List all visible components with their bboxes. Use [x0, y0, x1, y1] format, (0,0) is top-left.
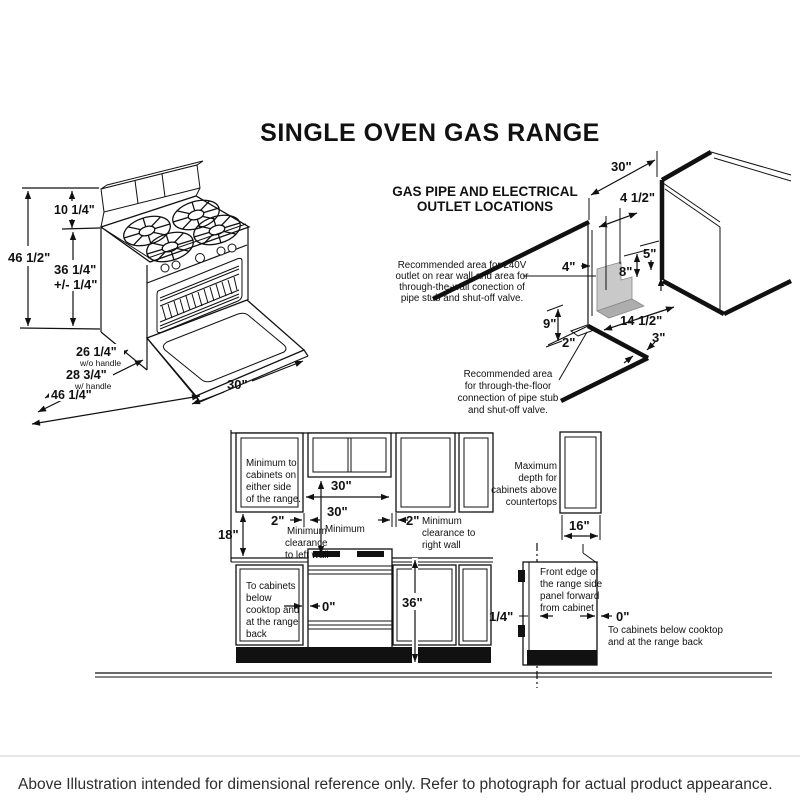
- svg-text:pipe stub and shut-off valve.: pipe stub and shut-off valve.: [400, 293, 524, 304]
- svg-text:for through-the-floor: for through-the-floor: [464, 381, 552, 392]
- svg-text:Recommended area: Recommended area: [463, 369, 553, 380]
- dim-zero-below: 0": [322, 599, 336, 614]
- svg-text:below: below: [246, 593, 272, 604]
- dim-opening-30: 30": [331, 478, 352, 493]
- dim-4: 4": [562, 259, 576, 274]
- left-wall-note: [285, 526, 329, 561]
- svg-text:connection of pipe stub: connection of pipe stub: [457, 393, 559, 404]
- dim-depth-handle-label: w/ handle: [75, 381, 112, 391]
- dim-4-half: 4 1/2": [620, 190, 656, 205]
- svg-text:Minimum: Minimum: [422, 516, 462, 527]
- svg-text:Front edge of: Front edge of: [540, 567, 599, 578]
- control-knob: [161, 264, 169, 272]
- clearance-side-view: [489, 432, 723, 688]
- dim-right-2: 2": [406, 513, 420, 528]
- svg-text:To cabinets below cooktop: To cabinets below cooktop: [608, 625, 723, 636]
- svg-text:from cabinet: from cabinet: [540, 603, 594, 614]
- control-knob: [228, 244, 236, 252]
- dim-cooktop-height-tolerance: +/- 1/4": [54, 277, 98, 292]
- hinge-block: [518, 570, 525, 582]
- dim-range-width: 30": [227, 377, 248, 392]
- toe-kick: [236, 647, 491, 663]
- max-depth-note: [491, 461, 558, 508]
- page-title: SINGLE OVEN GAS RANGE: [260, 119, 600, 147]
- svg-text:cabinets on: cabinets on: [246, 470, 297, 481]
- dim-vertical-30: 30": [327, 504, 348, 519]
- dim-14-half: 14 1/2": [620, 313, 663, 328]
- dim-9: 9": [543, 316, 557, 331]
- svg-text:through-the-wall conection of: through-the-wall conection of: [399, 282, 525, 293]
- dim-wall-30: 30": [611, 159, 632, 174]
- svg-text:cooktop and: cooktop and: [246, 605, 300, 616]
- dim-36: 36": [402, 595, 423, 610]
- svg-text:panel forward: panel forward: [540, 591, 600, 602]
- dim-18: 18": [218, 527, 239, 542]
- front-edge-note: [540, 567, 603, 614]
- dim-5: 5": [643, 246, 657, 261]
- svg-text:To cabinets: To cabinets: [246, 581, 296, 592]
- control-knob: [196, 254, 205, 263]
- svg-text:the range side: the range side: [540, 579, 603, 590]
- back-cabinets-note: [608, 625, 723, 648]
- dim-backsplash-height: 10 1/4": [54, 203, 95, 217]
- footer-disclaimer: Above Illustration intended for dimensional reference only. Refer to photograph for actual product appearance.: [18, 776, 773, 793]
- range-front-view: [308, 549, 392, 648]
- range-isometric-view: [8, 161, 308, 424]
- svg-text:right wall: right wall: [422, 540, 461, 551]
- svg-text:clearance to: clearance to: [422, 528, 476, 539]
- svg-text:and at the range back: and at the range back: [608, 637, 703, 648]
- dim-depth-no-handle: 26 1/4": [76, 345, 117, 359]
- wall-outlet-note: [396, 260, 530, 304]
- hinge-block: [518, 625, 525, 637]
- right-wall-note: [422, 516, 476, 551]
- svg-text:Minimum to: Minimum to: [246, 458, 297, 469]
- svg-text:Minimum: Minimum: [287, 526, 327, 537]
- control-knob: [172, 261, 180, 269]
- svg-text:cabinets above: cabinets above: [491, 485, 557, 496]
- gas-view-title-1: GAS PIPE AND ELECTRICAL: [392, 184, 578, 199]
- dim-depth-handle: 28 3/4": [66, 368, 107, 382]
- dim-3: 3": [652, 330, 666, 345]
- svg-text:Recommended area for 240V: Recommended area for 240V: [397, 260, 527, 271]
- svg-text:back: back: [246, 629, 267, 640]
- dim-overall-height: 46 1/2": [8, 250, 51, 265]
- svg-text:outlet on rear wall and area f: outlet on rear wall and area for: [395, 271, 529, 282]
- gas-outlet-view: [392, 151, 791, 416]
- gas-view-title-2: OUTLET LOCATIONS: [416, 199, 554, 214]
- floor-connection-note: [458, 369, 559, 416]
- dim-depth-door-open: 46 1/4": [51, 388, 92, 402]
- dim-8: 8": [619, 264, 633, 279]
- svg-text:countertops: countertops: [505, 497, 557, 508]
- svg-text:depth for: depth for: [518, 473, 557, 484]
- dim-2-floor: 2": [562, 335, 576, 350]
- dim-vertical-30-label: Minimum: [325, 524, 365, 535]
- dim-zero-back: 0": [616, 609, 630, 624]
- svg-text:at the range: at the range: [246, 617, 299, 628]
- dim-left-2: 2": [271, 513, 285, 528]
- dim-16: 16": [569, 518, 590, 533]
- control-knob: [217, 247, 225, 255]
- dim-cooktop-height: 36 1/4": [54, 262, 97, 277]
- burner-bar: [357, 551, 384, 557]
- dim-depth-no-handle-label: w/o handle: [80, 358, 122, 368]
- svg-text:of the range.: of the range.: [246, 494, 302, 505]
- svg-text:Maximum: Maximum: [514, 461, 557, 472]
- svg-text:to left wall: to left wall: [285, 550, 329, 561]
- svg-text:clearance: clearance: [285, 538, 328, 549]
- side-toe-kick: [527, 650, 597, 665]
- svg-text:and shut-off valve.: and shut-off valve.: [468, 405, 548, 416]
- svg-text:either side: either side: [246, 482, 292, 493]
- dim-quarter-inch: 1/4": [489, 609, 514, 624]
